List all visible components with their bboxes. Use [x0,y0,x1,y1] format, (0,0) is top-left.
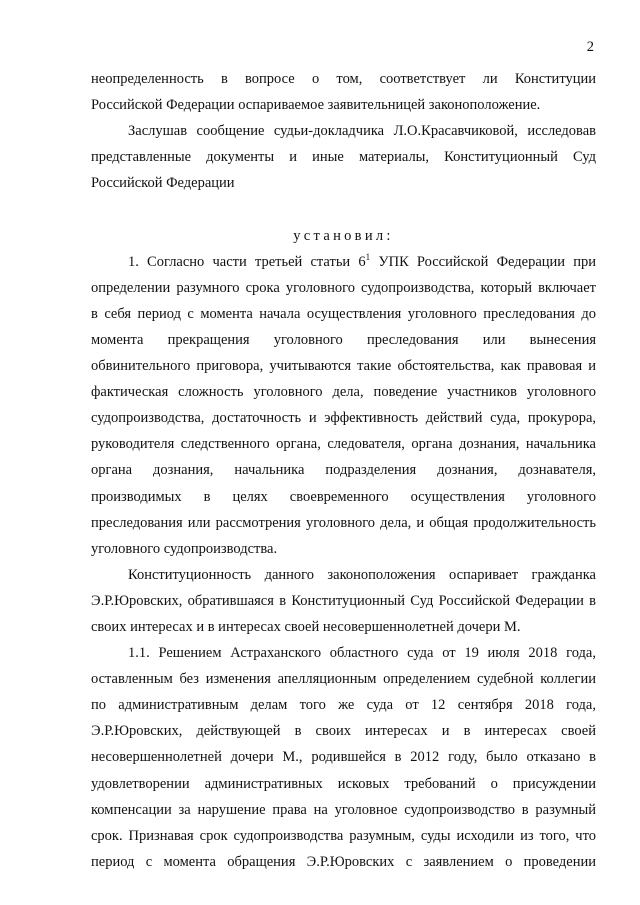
text-line: компенсации за нарушение права на уголовное судопроизводство в разумный [91,801,596,818]
text-line: обвинительного приговора, учитываются такие обстоятельства, как правовая и [91,358,596,375]
text-line: руководителя следственного органа, следователя, органа дознания, начальника [91,436,596,453]
page-number: 2 [586,39,594,55]
text-line: оставленным без изменения апелляционным определением судебной коллегии [91,671,596,688]
text-line: уголовного судопроизводства. [91,540,278,557]
text-line: Э.Р.Юровских, обратившаяся в Конституционный Суд Российской Федерации в [91,592,596,609]
text-line: своих интересах и в интересах своей несовершеннолетней дочери М. [91,618,521,635]
text-line: Конституционность данного законоположения оспаривает гражданка [128,566,596,583]
section-heading: установил: [293,227,394,244]
text-line: Заслушав сообщение судьи-докладчика Л.О.Красавчиковой, исследовав [128,123,596,140]
text-line: преследования или рассмотрения уголовного дела, и общая продолжительность [91,514,596,531]
text-line: определении разумного срока уголовного судопроизводства, который включает [91,279,596,296]
text-line: судопроизводства, достаточность и эффективность действий суда, прокурора, [91,410,596,427]
text-line: Российской Федерации оспариваемое заявительницей законоположение. [91,97,541,114]
text-line: момента прекращения уголовного преследования или вынесения [91,331,596,348]
text-line: Э.Р.Юровских, действующей в своих интересах и в интересах своей [91,723,596,740]
document-body [91,66,596,875]
text-line: Российской Федерации [91,175,235,192]
text-line: период с момента обращения Э.Р.Юровских с заявлением о проведении [91,853,596,870]
text-line: производимых в целях своевременного осуществления уголовного [91,488,596,505]
text-line: удовлетворении административных исковых требований о присуждении [91,775,596,792]
text-line: срок. Признавая срок судопроизводства разумным, суды исходили из того, что [91,827,596,844]
text-line: по административным делам того же суда от 12 сентября 2018 года, [91,697,596,714]
text-line: несовершеннолетней дочери М., родившейся в 2012 году, было отказано в [91,749,596,766]
text-line: 1.1. Решением Астраханского областного суда от 19 июля 2018 года, [128,645,596,662]
text-fragment: 1. Согласно части третьей статьи $6^1$ УПК Российской Федерации при [128,251,596,270]
text-line: в себя период с момента начала осуществления уголовного преследования до [91,305,596,322]
text-line: органа дознания, начальника подразделения дознания, дознавателя, [91,462,596,479]
text-line [91,249,596,275]
text-line: представленные документы и иные материалы, Конституционный Суд [91,149,596,166]
text-line: неопределенность в вопросе о том, соответствует ли Конституции [91,71,596,87]
text-line: фактическая сложность уголовного дела, поведение участников уголовного [91,384,596,401]
